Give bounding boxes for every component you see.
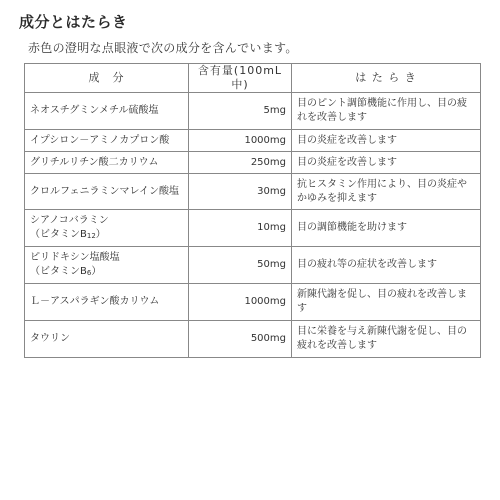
header-ingredient: 成 分 [25, 64, 189, 93]
table-row [25, 152, 481, 174]
ingredient-name: イプシロン－アミノカプロン酸 [25, 130, 189, 152]
table-row [25, 93, 481, 130]
section-title: 成分とはたらき [19, 13, 128, 31]
ingredient-name: タウリン [25, 321, 189, 358]
ingredient-function: 新陳代謝を促し、目の疲れを改善します [292, 284, 481, 321]
header-function: は た ら き [292, 64, 481, 93]
vitamin-index: 6 [86, 269, 92, 277]
table-row [25, 321, 481, 358]
ingredient-name: クロルフェニラミンマレイン酸塩 [25, 174, 189, 210]
ingredient-name: ネオスチグミンメチル硫酸塩 [25, 93, 189, 130]
vitamin-paren-close: ） [95, 229, 106, 240]
ingredient-amount: 10mg [189, 210, 292, 247]
vitamin-label: （ビタミンB [30, 266, 87, 277]
table-row [25, 130, 481, 152]
vitamin-label: （ビタミンB [30, 229, 87, 240]
ingredient-amount: 50mg [189, 247, 292, 284]
ingredient-amount: 1000mg [189, 130, 292, 152]
ingredient-amount: 250mg [189, 152, 292, 174]
ingredient-name [25, 247, 189, 284]
ingredient-function: 目の調節機能を助けます [292, 210, 481, 247]
ingredient-amount: 30mg [189, 174, 292, 210]
ingredient-function: 目の疲れ等の症状を改善します [292, 247, 481, 284]
ingredient-function: 目のピント調節機能に作用し、目の疲れを改善します [292, 93, 481, 130]
ingredient-amount: 500mg [189, 321, 292, 358]
header-amount: 含有量(100mL中) [189, 64, 292, 93]
table-row [25, 284, 481, 321]
ingredient-name [25, 210, 189, 247]
ingredient-name-main: ピリドキシン塩酸塩 [30, 252, 120, 263]
ingredient-amount: 1000mg [189, 284, 292, 321]
section-subtitle: 赤色の澄明な点眼液で次の成分を含んでいます。 [28, 41, 298, 55]
ingredient-name-main: シアノコバラミン [30, 215, 109, 226]
vitamin-paren-close: ） [91, 266, 102, 277]
ingredient-function: 目の炎症を改善します [292, 130, 481, 152]
table-row [25, 174, 481, 210]
ingredient-function: 抗ヒスタミン作用により、目の炎症やかゆみを抑えます [292, 174, 481, 210]
vitamin-index: 12 [86, 232, 96, 240]
ingredient-name: Ｌ－アスパラギン酸カリウム [25, 284, 189, 321]
ingredient-name-vitamin [30, 265, 183, 279]
table-row [25, 210, 481, 247]
table-header-row [25, 64, 481, 93]
ingredient-name: グリチルリチン酸二カリウム [25, 152, 189, 174]
table-row [25, 247, 481, 284]
ingredient-function: 目の炎症を改善します [292, 152, 481, 174]
ingredient-name-vitamin [30, 228, 183, 242]
ingredients-table [24, 63, 481, 358]
ingredient-function: 目に栄養を与え新陳代謝を促し、目の疲れを改善します [292, 321, 481, 358]
ingredient-amount: 5mg [189, 93, 292, 130]
